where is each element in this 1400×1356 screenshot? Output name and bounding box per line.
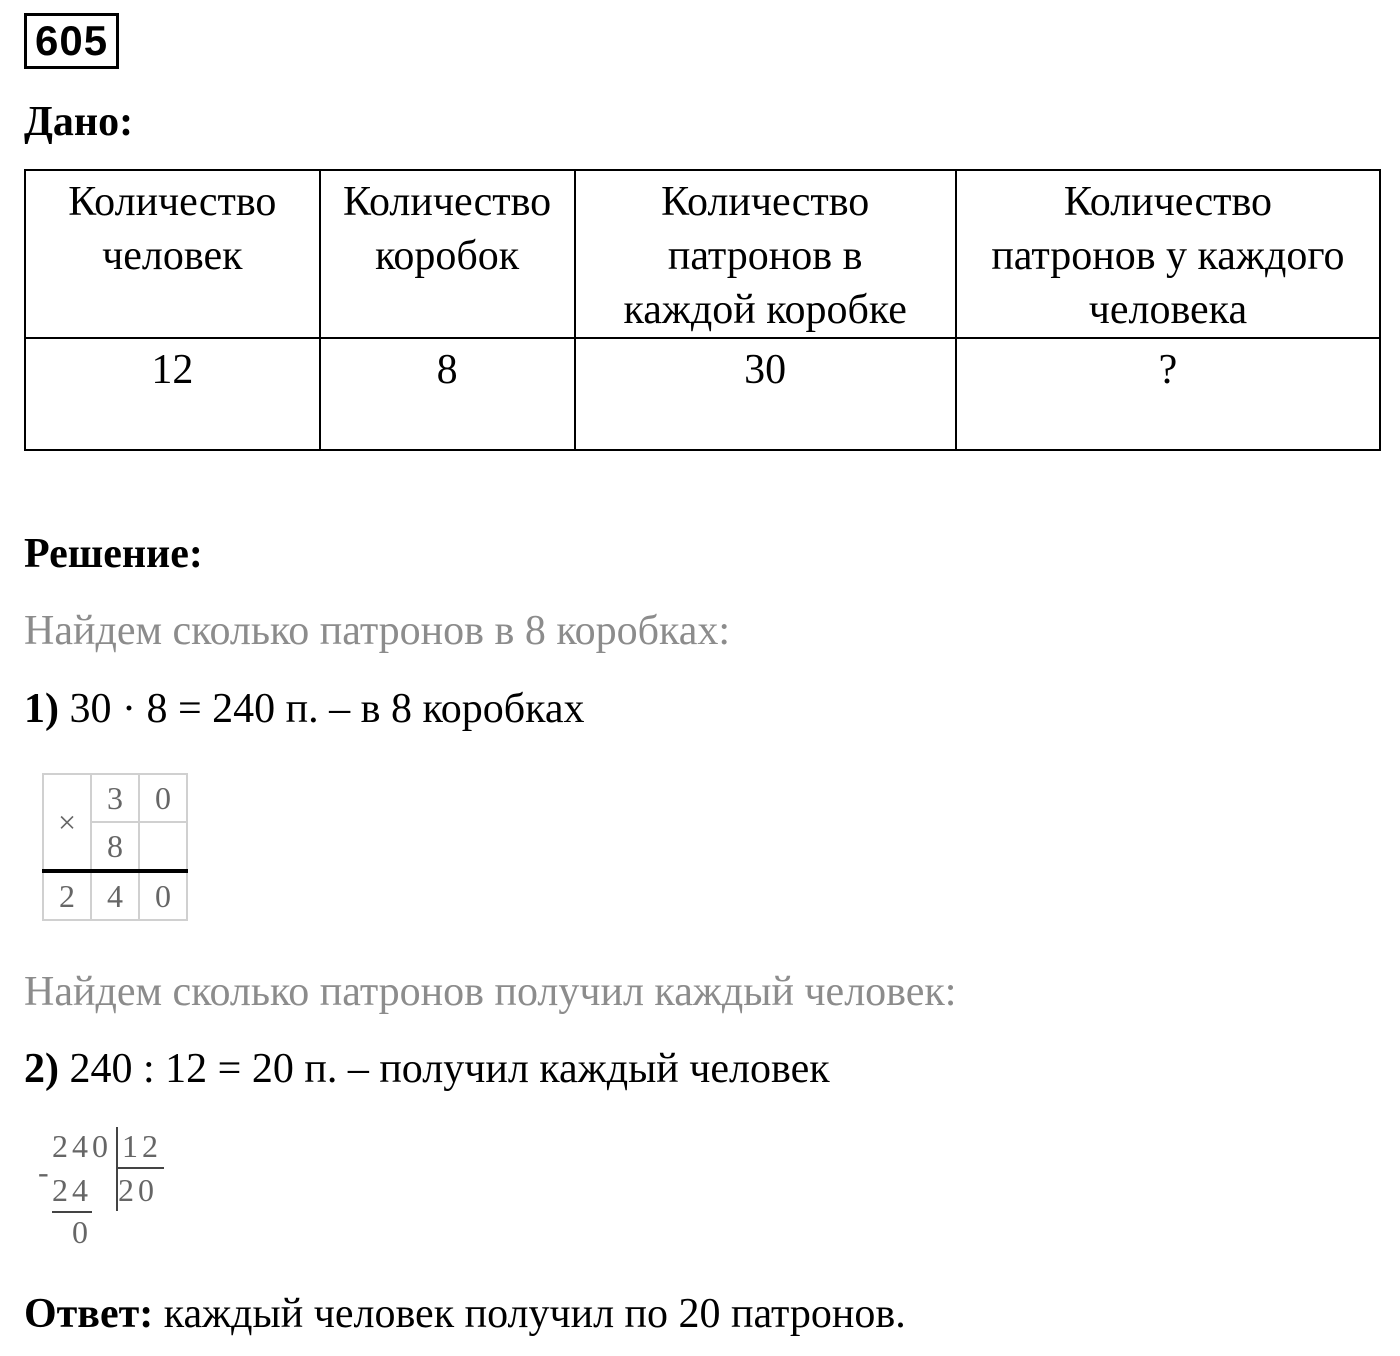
solution-step-2 [24, 1045, 830, 1093]
value-cartridges-per-person: ? [956, 338, 1380, 450]
division-divisor: 12 [122, 1128, 162, 1164]
table-header-row [25, 170, 1380, 338]
header-box-count: Количество коробок [320, 170, 575, 338]
step-2-number: 2) [24, 1046, 59, 1092]
multiplication-grid [42, 773, 188, 921]
header-people-count: Количество человек [25, 170, 320, 338]
value-box-count: 8 [320, 338, 575, 450]
solution-heading: Решение: [24, 531, 203, 577]
solution-note-1: Найдем сколько патронов в 8 коробках: [24, 608, 731, 654]
division-subtrahend: 24 [52, 1172, 92, 1208]
grid-cell [139, 822, 187, 871]
grid-cell: 0 [139, 774, 187, 822]
answer [24, 1290, 906, 1338]
solution-step-1 [24, 685, 585, 733]
division-quotient: 20 [118, 1172, 158, 1208]
division-quotient-line [118, 1167, 164, 1169]
grid-cell: 2 [43, 871, 91, 920]
division-dividend: 240 [52, 1128, 112, 1164]
step-2-text: 240 : 12 = 20 п. – получил каждый человек [69, 1046, 830, 1092]
value-people-count: 12 [25, 338, 320, 450]
given-table [24, 169, 1381, 451]
grid-cell: 4 [91, 871, 139, 920]
step-1-text: 30 · 8 = 240 п. – в 8 коробках [69, 686, 585, 732]
solution-note-2: Найдем сколько патронов получил каждый человек: [24, 969, 957, 1015]
division-underline [52, 1211, 92, 1213]
table-row [25, 338, 1380, 450]
answer-text: каждый человек получил по 20 патронов. [163, 1291, 906, 1337]
header-cartridges-per-person: Количество патронов у каждого человека [956, 170, 1380, 338]
given-heading: Дано: [24, 99, 134, 145]
value-cartridges-per-box: 30 [575, 338, 956, 450]
grid-cell: 3 [91, 774, 139, 822]
division-remainder: 0 [72, 1214, 92, 1250]
long-division [36, 1125, 176, 1250]
multiply-sign: × [43, 774, 91, 871]
header-cartridges-per-box: Количество патронов в каждой коробке [575, 170, 956, 338]
answer-label: Ответ: [24, 1291, 154, 1337]
grid-cell: 0 [139, 871, 187, 920]
division-minus: - [38, 1154, 53, 1190]
problem-number: 605 [24, 13, 119, 69]
step-1-number: 1) [24, 686, 59, 732]
grid-cell: 8 [91, 822, 139, 871]
